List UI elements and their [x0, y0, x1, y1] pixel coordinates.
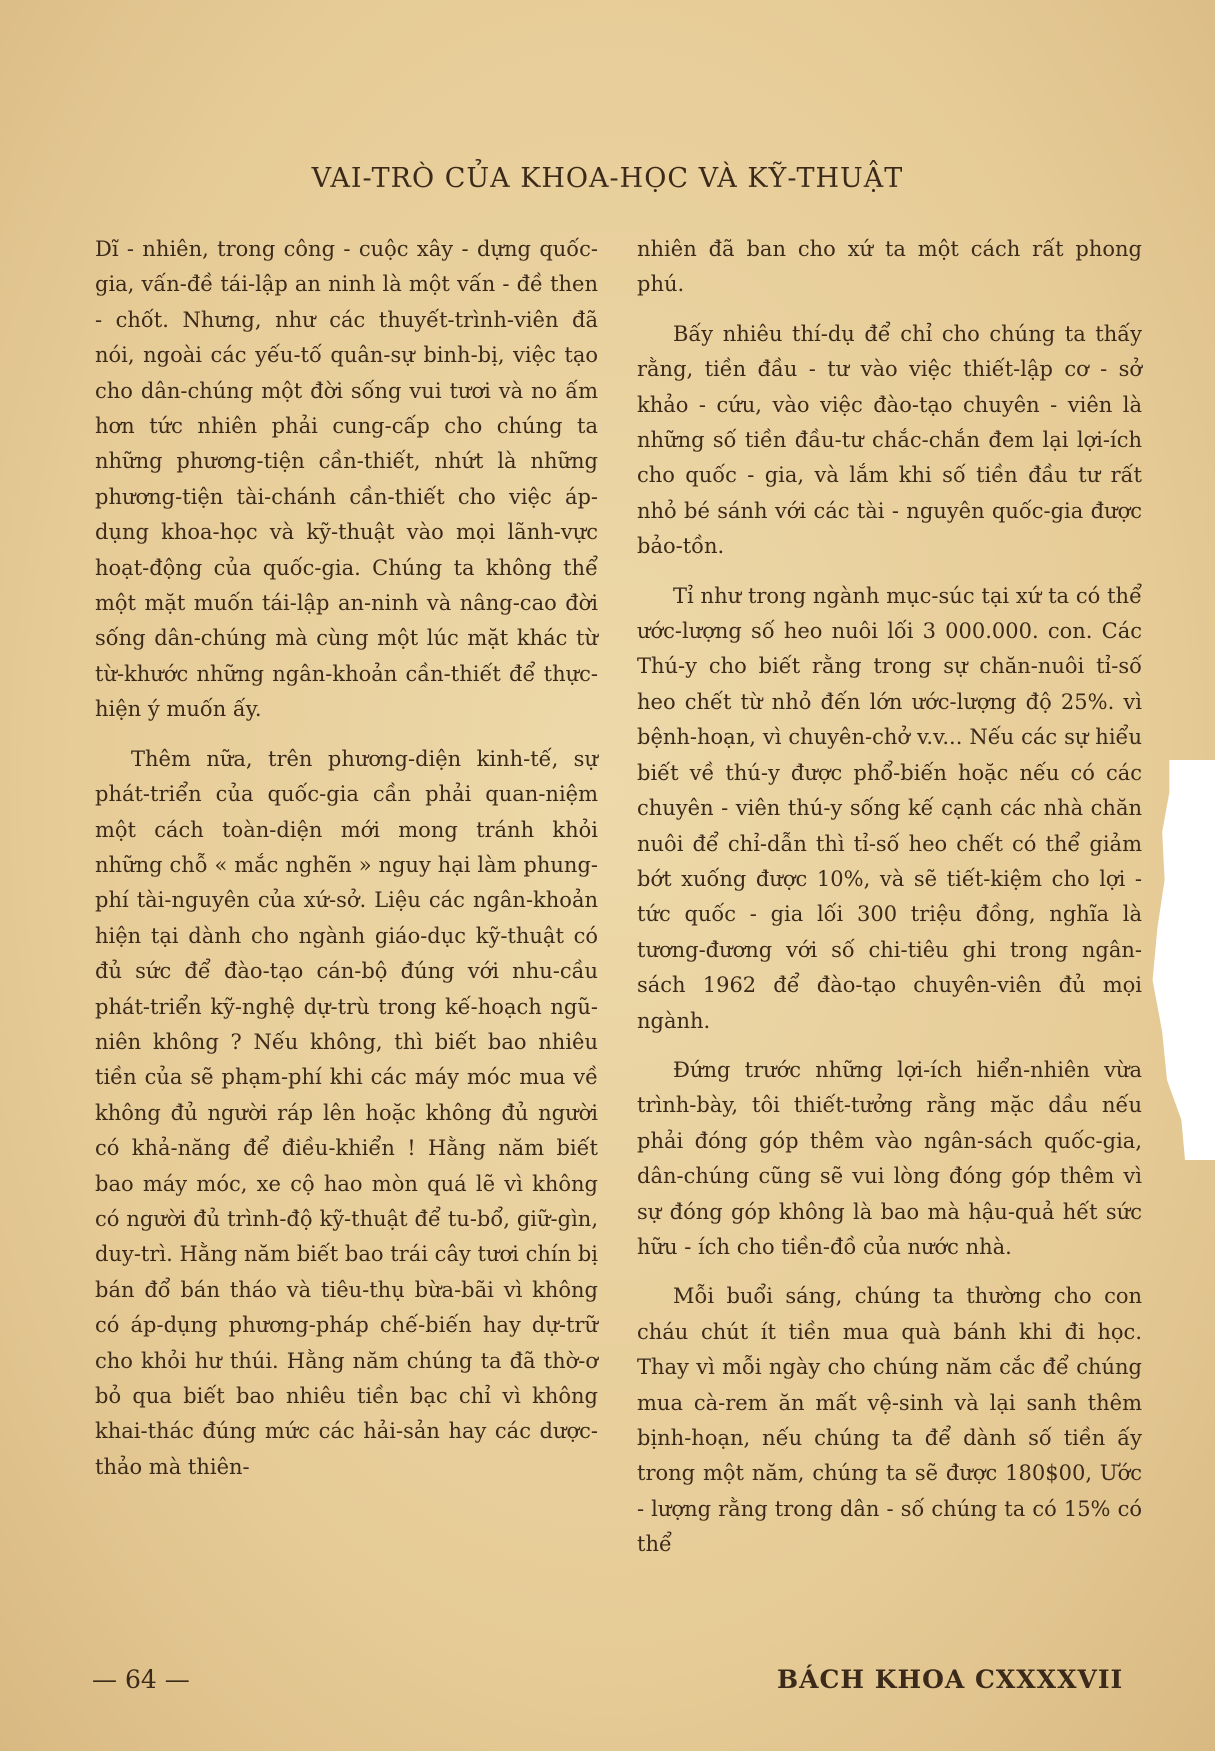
paragraph: Đứng trước những lợi-ích hiển-nhiên vừa trình-bày, tôi thiết-tưởng rằng mặc dầu nếu phải đóng góp thêm vào ngân-sách quốc-gia, dân-chúng cũng sẽ vui lòng đóng góp thêm vì sự đóng góp không là bao mà hậu-quả hết sức hữu - ích cho tiền-đồ của nước nhà. — [637, 1057, 1142, 1259]
paragraph: Bấy nhiêu thí-dụ để chỉ cho chúng ta thấy rằng, tiền đầu - tư vào việc thiết-lập cơ - sở khảo - cứu, vào việc đào-tạo chuyên - viên là những số tiền đầu-tư chắc-chắn đem lại lợi-ích cho quốc - gia, và lắm khi số tiền đầu tư rất nhỏ bé sánh với các tài - nguyên quốc-gia được bảo-tồn. — [637, 321, 1142, 559]
paragraph: nhiên đã ban cho xứ ta một cách rất phong phú. — [637, 237, 1142, 297]
right-column — [637, 232, 1142, 1563]
paragraph: Mỗi buổi sáng, chúng ta thường cho con cháu chút ít tiền mua quà bánh khi đi học. Thay vì mỗi ngày cho chúng năm cắc để chúng mua cà-rem ăn mất vệ-sinh và lại sanh thêm bịnh-hoạn, nếu chúng ta để dành số tiền ấy trong một năm, chúng ta sẽ được 180$00, Ước - lượng rằng trong dân - số chúng ta có 15% có thể — [637, 1284, 1142, 1557]
publication-name: BÁCH KHOA CXXXXVII — [777, 1665, 1124, 1694]
paragraph: Dĩ - nhiên, trong công - cuộc xây - dựng quốc-gia, vấn-đề tái-lập an ninh là một vấn - đề then - chốt. Nhưng, như các thuyết-trình-viên đã nói, ngoài các yếu-tố quân-sự binh-bị, việc tạo cho dân-chúng một đời sống vui tươi và no ấm hơn tức nhiên phải cung-cấp cho chúng ta những phương-tiện cần-thiết, nhứt là những phương-tiện tài-chánh cần-thiết cho việc áp-dụng khoa-học và kỹ-thuật vào mọi lãnh-vực hoạt-động của quốc-gia. Chúng ta không thể một mặt muốn tái-lập an-ninh và nâng-cao đời sống dân-chúng mà cùng một lúc mặt khác từ từ-khước những ngân-khoản cần-thiết để thực-hiện ý muốn ấy. — [95, 237, 598, 722]
article-title: VAI-TRÒ CỦA KHOA-HỌC VÀ KỸ-THUẬT — [311, 163, 904, 194]
page-number: — 64 — — [92, 1665, 190, 1694]
left-column — [95, 232, 598, 1485]
paragraph: Tỉ như trong ngành mục-súc tại xứ ta có thể ước-lượng số heo nuôi lối 3 000.000. con. Các Thú-y cho biết rằng trong sự chăn-nuôi tỉ-số heo chết từ nhỏ đến lớn ước-lượng độ 25%. vì bệnh-hoạn, vì chuyên-chở v.v... Nếu các sự hiểu biết về thú-y được phổ-biến hoặc nếu có các chuyên - viên thú-y sống kế cạnh các nhà chăn nuôi để chỉ-dẫn thì tỉ-số heo chết có thể giảm bớt xuống được 10%, và sẽ tiết-kiệm cho lợi - tức quốc - gia lối 300 triệu đồng, nghĩa là tương-đương với số chi-tiêu ghi trong ngân-sách 1962 để đào-tạo chuyên-viên đủ mọi ngành. — [637, 583, 1142, 1033]
paragraph: Thêm nữa, trên phương-diện kinh-tế, sự phát-triển của quốc-gia cần phải quan-niệm một cách toàn-diện mới mong tránh khỏi những chỗ « mắc nghẽn » nguy hại làm phung-phí tài-nguyên của xứ-sở. Liệu các ngân-khoản hiện tại dành cho ngành giáo-dục kỹ-thuật có đủ sức để đào-tạo cán-bộ đúng với nhu-cầu phát-triển kỹ-nghệ dự-trù trong kế-hoạch ngũ-niên không ? Nếu không, thì biết bao nhiêu tiền của sẽ phạm-phí khi các máy móc mua về không đủ người ráp lên hoặc không đủ người có khả-năng để điều-khiển ! Hằng năm biết bao máy móc, xe cộ hao mòn quá lẽ vì không có người đủ trình-độ kỹ-thuật để tu-bổ, giữ-gìn, duy-trì. Hằng năm biết bao trái cây tươi chín bị bán đổ bán tháo và tiêu-thụ bừa-bãi vì không có áp-dụng phương-pháp chế-biến hay dự-trữ cho khỏi hư thúi. Hằng năm chúng ta đã thờ-ơ bỏ qua biết bao nhiêu tiền bạc chỉ vì không khai-thác đúng mức các hải-sản hay các dược-thảo mà thiên- — [95, 746, 598, 1479]
